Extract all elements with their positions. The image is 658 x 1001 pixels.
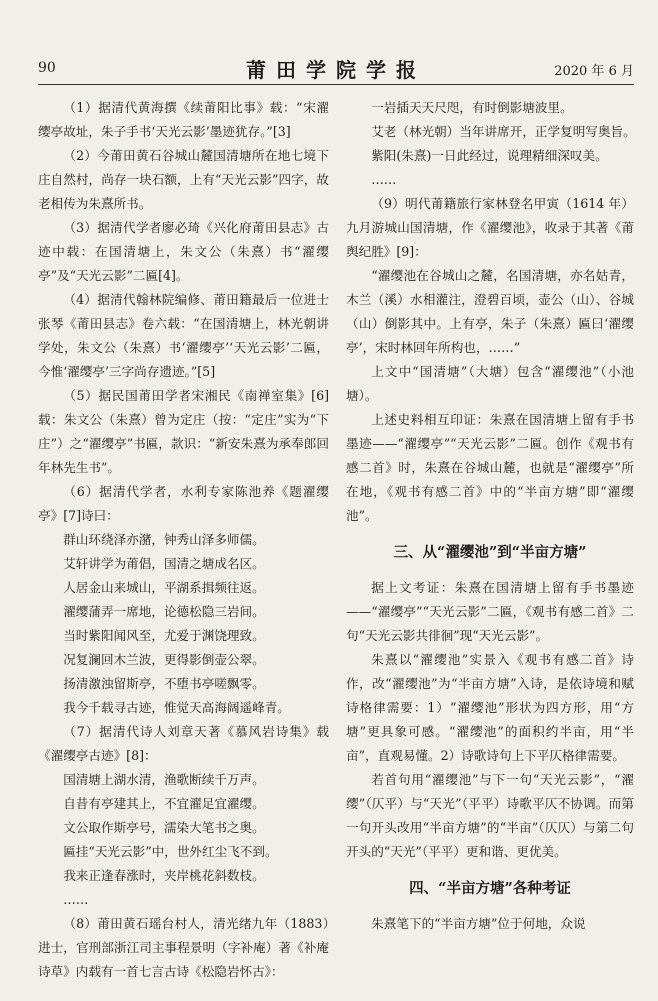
paragraph: （9）明代莆籍旅行家林登名甲寅（1614 年）九月游城山国清塘，作《濯缨池》，收录于其著《莆舆纪胜》[9]： — [346, 196, 634, 259]
poem-line: 艾老（林光朝）当年讲席开，正学复明写奥旨。 — [371, 124, 636, 139]
poem-line: 群山环绕泽亦潴，钟秀山泽多师儒。 — [63, 532, 265, 547]
poem-line: 人居金山来城山，平湖系揖频往返。 — [63, 580, 265, 595]
paragraph: “濯缨池在谷城山之麓，名国清塘，亦名姑青，木兰（溪）水相灌注，澄碧百顷，壶公（山）、谷城（山）倒影其中。上有亭，朱子（朱熹）匾曰‘濯缨亭’，宋时林回年所构也，……” — [346, 268, 634, 355]
poem-line: 我今千载寻古迹，惟觉天高海阔遥峰青。 — [63, 700, 290, 715]
paragraph: （4）据清代翰林院编修、莆田籍最后一位进士张琴《莆田县志》卷六载：“在国清塘上，林光朝讲学处，朱文公（朱熹）书‘濯缨亭’‘天光云影’二匾，今惟‘濯缨亭’三字尚存遗迹。”[5] — [38, 292, 329, 379]
poem-line: 紫阳(朱熹)一日此经过，说理精细深叹美。 — [371, 148, 608, 163]
paragraph: 据上文考证：朱熹在国清塘上留有手书墨迹——“濯缨亭”“天光云影”二匾，《观书有感二首》二句“天光云影共徘徊”现“天光云影”。 — [346, 580, 634, 643]
paragraph: 上述史料相互印证：朱熹在国清塘上留有手书墨迹——“濯缨亭”“天光云影”二匾。创作《观书有感二首》时，朱熹在谷城山麓，也就是“濯缨亭”所在地，《观书有感二首》中的“半亩方塘”即“濯缨池”。 — [346, 412, 634, 523]
right-column — [346, 96, 634, 936]
paragraph: 朱熹笔下的“半亩方塘”位于何地，众说 — [371, 916, 586, 931]
paragraph: （8）莆田黄石瑶台村人，清光绪九年（1883）进士，官刑部浙江司主事程景明（字补庵）著《补庵诗草》内载有一首七言古诗《松隐岩怀古》： — [38, 916, 329, 979]
poem-line: 自昔有亭建其上，不宜濯足宜濯缨。 — [63, 796, 265, 811]
paragraph: 若首句用“濯缨池”与下一句“天光云影”，“濯缨”（仄平）与“天光”（平平）诗歌平仄不协调。而第一句开头改用“半亩方塘”的“半亩”（仄仄）与第二句开头的“天光”（平平）更和谐、更优美。 — [346, 772, 634, 859]
paragraph: 上文中“国清塘”（大塘）包含“濯缨池”（小池塘）。 — [346, 364, 634, 403]
paragraph: （3）据清代学者廖必琦《兴化府莆田县志》古迹中载：在国清塘上，朱文公（朱熹）书“濯缨亭”及“天光云影”二匾[4]。 — [38, 220, 329, 283]
paragraph: （5）据民国莆田学者宋湘民《南禅室集》[6]载：朱文公（朱熹）曾为定庄（按：“定庄”实为“下庄”）之“濯缨亭”书匾，款识：“新安朱熹为承奉郎回年林先生书”。 — [38, 388, 329, 475]
paragraph: （2）今莆田黄石谷城山麓国清塘所在地七境下庄自然村，尚存一块石额，上有“天光云影”四字，故老相传为朱熹所书。 — [38, 148, 329, 211]
poem-line: 当时紫阳闻风至，尤爱于渊饶理致。 — [63, 628, 265, 643]
poem-line: 匾挂“天光云影”中，世外红尘飞不到。 — [63, 844, 278, 859]
poem-line: 一岩插天天尺咫，有时倒影塘波里。 — [371, 100, 573, 115]
paragraph: （7）据清代诗人刘章天著《慕风岩诗集》载《濯缨亭古迹》[8]： — [38, 724, 329, 763]
section-heading: 三、从“濯缨池”到“半亩方塘” — [393, 544, 587, 561]
poem-line: 国清塘上湖水清，渔歌断续千万声。 — [63, 772, 265, 787]
journal-title: 莆田学院学报 — [246, 58, 426, 82]
paragraph: （1）据清代黄海撰《续莆阳比事》载：“宋濯缨亭故址，朱子手书‘天光云影’墨迹犹存。”[3] — [38, 100, 329, 139]
section-heading: 四、“半亩方塘”各种考证 — [409, 880, 571, 897]
poem-line: 濯缨蒲弄一席地，论德松隐三岩间。 — [63, 604, 265, 619]
paragraph: 朱熹以“濯缨池”实景入《观书有感二首》诗作，改“濯缨池”为“半亩方塘”入诗，是依诗境和赋诗格律需要：1）“濯缨池”形状为四方形，用“方塘”更具象可感。“濯缨池”的面积约半亩，用“半亩”，直观易懂。2）诗歌诗句上下平仄格律需要。 — [346, 652, 634, 763]
poem-line: …… — [371, 172, 397, 187]
page-number: 90 — [38, 60, 56, 76]
poem-line: 况复澜回木兰波，更得影倒壶公翠。 — [63, 652, 265, 667]
paragraph: （6）据清代学者，水利专家陈池养《题濯缨亭》[7]诗曰： — [38, 484, 329, 523]
poem-line: 文公取作斯亭号，濡染大笔书之奥。 — [63, 820, 265, 835]
running-header — [38, 52, 634, 85]
poem-line: …… — [63, 892, 89, 907]
left-column — [38, 96, 329, 984]
issue-date: 2020 年 6 月 — [554, 64, 634, 79]
poem-line: 艾轩讲学为莆倡，国清之塘成名区。 — [63, 556, 265, 571]
poem-line: 我来正逢春涨时，夹岸桃花斜数枝。 — [63, 868, 265, 883]
poem-line: 扬清激浊留斯亭，不堕书亭嗟飘零。 — [63, 676, 265, 691]
